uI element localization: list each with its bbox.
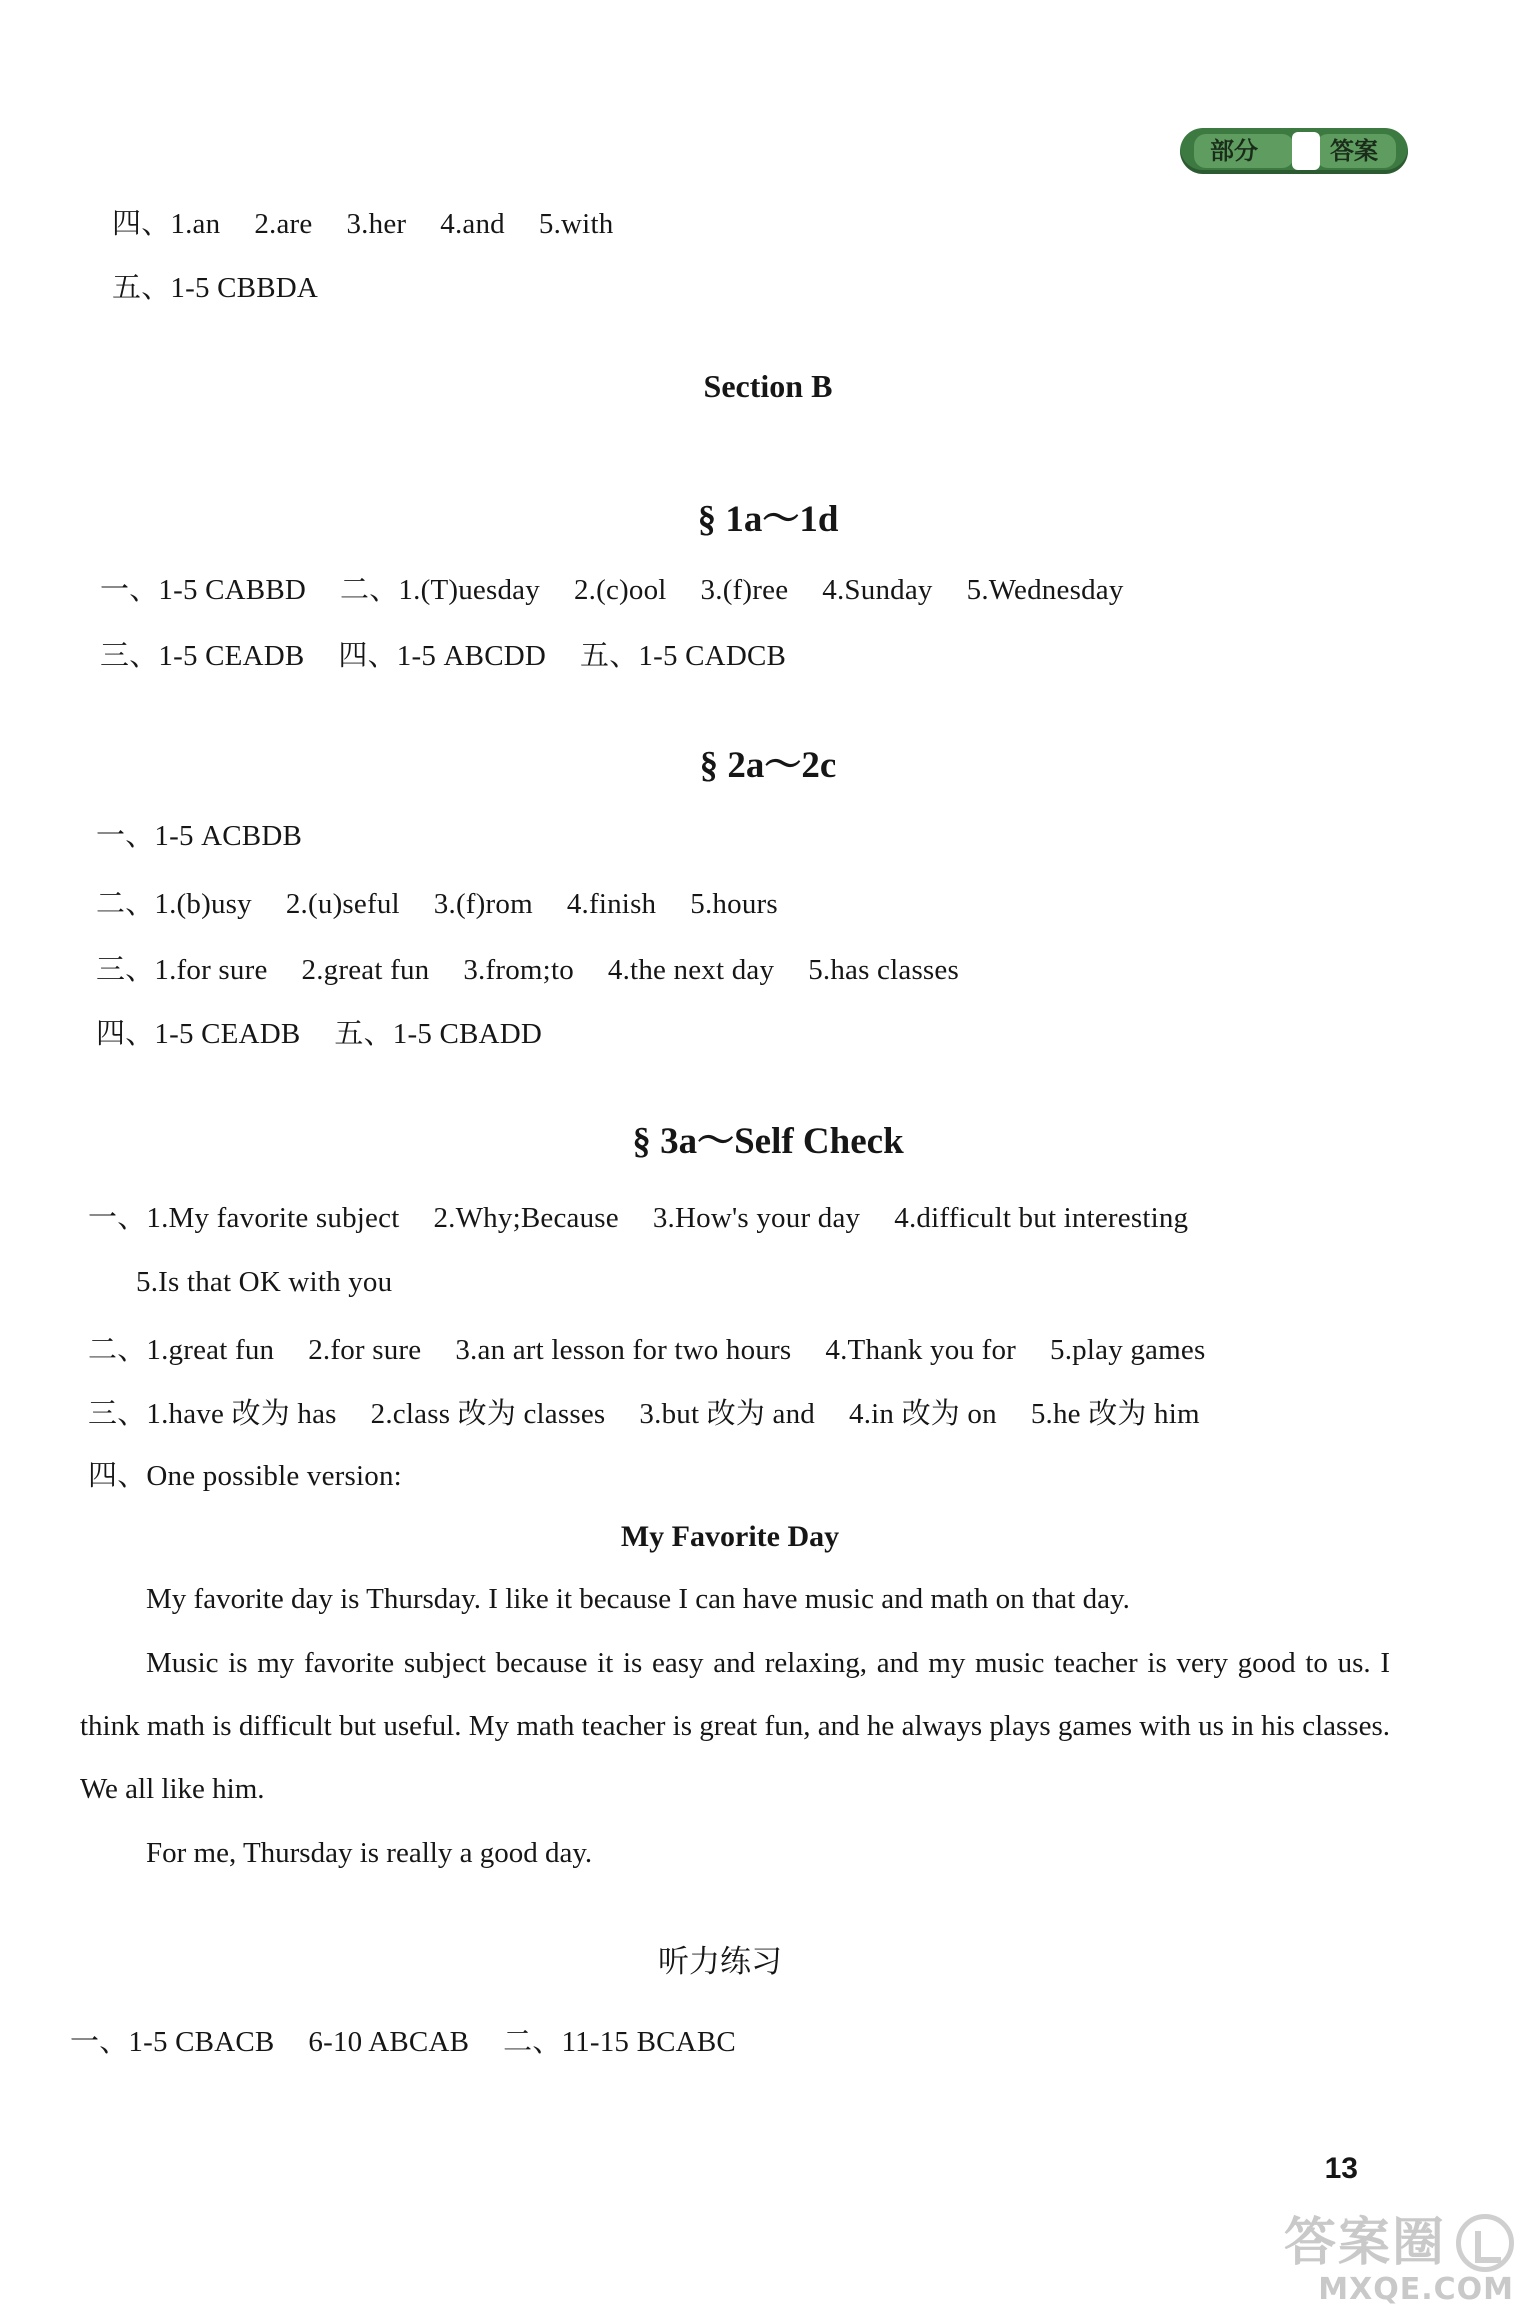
answer-line: 二、1.(b)usy 2.(u)seful 3.(f)rom 4.finish 5.hours bbox=[96, 888, 778, 920]
answer-line: 三、1.for sure 2.great fun 3.from;to 4.the next day 5.has classes bbox=[96, 954, 959, 986]
checkmark-circle-icon bbox=[1456, 2214, 1514, 2272]
answer-section-badge bbox=[1180, 128, 1408, 174]
badge-left-text: 部分 bbox=[1210, 137, 1258, 165]
subsection-title: § 2a～2c bbox=[699, 745, 837, 786]
section-title: Section B bbox=[703, 368, 833, 404]
answer-line: 5.Is that OK with you bbox=[136, 1266, 393, 1298]
watermark-url: MXQE.COM bbox=[1318, 2272, 1514, 2307]
answer-line: 一、1-5 CABBD 二、1.(T)uesday 2.(c)ool 3.(f)ree 4.Sunday 5.Wednesday bbox=[100, 574, 1124, 606]
listening-title: 听力练习 bbox=[658, 1944, 782, 1980]
subsection-title: § 3a～Self Check bbox=[632, 1121, 904, 1162]
watermark bbox=[1284, 2213, 1514, 2307]
watermark-text: 答案圈 bbox=[1283, 2213, 1446, 2273]
answer-line: 三、1-5 CEADB 四、1-5 ABCDD 五、1-5 CADCB bbox=[100, 640, 787, 672]
subsection-title: § 1a～1d bbox=[697, 499, 839, 540]
page-number: 13 bbox=[1324, 2152, 1358, 2185]
essay-paragraph: For me, Thursday is really a good day. bbox=[146, 1837, 593, 1869]
answer-line: 四、1.an 2.are 3.her 4.and 5.with bbox=[112, 208, 614, 240]
answer-line: 四、1-5 CEADB 五、1-5 CBADD bbox=[96, 1018, 543, 1050]
badge-gap bbox=[1292, 132, 1320, 170]
answer-line: 一、1-5 ACBDB bbox=[96, 820, 303, 852]
answer-line: 五、1-5 CBBDA bbox=[112, 272, 319, 304]
answer-line: 一、1-5 CBACB 6-10 ABCAB 二、11-15 BCABC bbox=[70, 2026, 736, 2058]
essay-paragraph: Music is my favorite subject because it is easy and relaxing, and my music teacher is very good to us. I think math is difficult but useful. My math teacher is great fun, and he always plays games with us in his classes. We all like him. bbox=[80, 1647, 1390, 1805]
answer-line: 三、1.have 改为 has 2.class 改为 classes 3.but 改为 and 4.in 改为 on 5.he 改为 him bbox=[88, 1398, 1200, 1430]
badge-right-text: 答案 bbox=[1330, 137, 1378, 165]
essay-paragraph: My favorite day is Thursday. I like it because I can have music and math on that day. bbox=[146, 1583, 1130, 1615]
answer-line: 四、One possible version: bbox=[88, 1460, 402, 1492]
answer-line: 一、1.My favorite subject 2.Why;Because 3.How's your day 4.difficult but interesting bbox=[88, 1202, 1189, 1234]
answer-line: 二、1.great fun 2.for sure 3.an art lesson for two hours 4.Thank you for 5.play games bbox=[88, 1334, 1206, 1366]
essay-title: My Favorite Day bbox=[620, 1520, 840, 1553]
